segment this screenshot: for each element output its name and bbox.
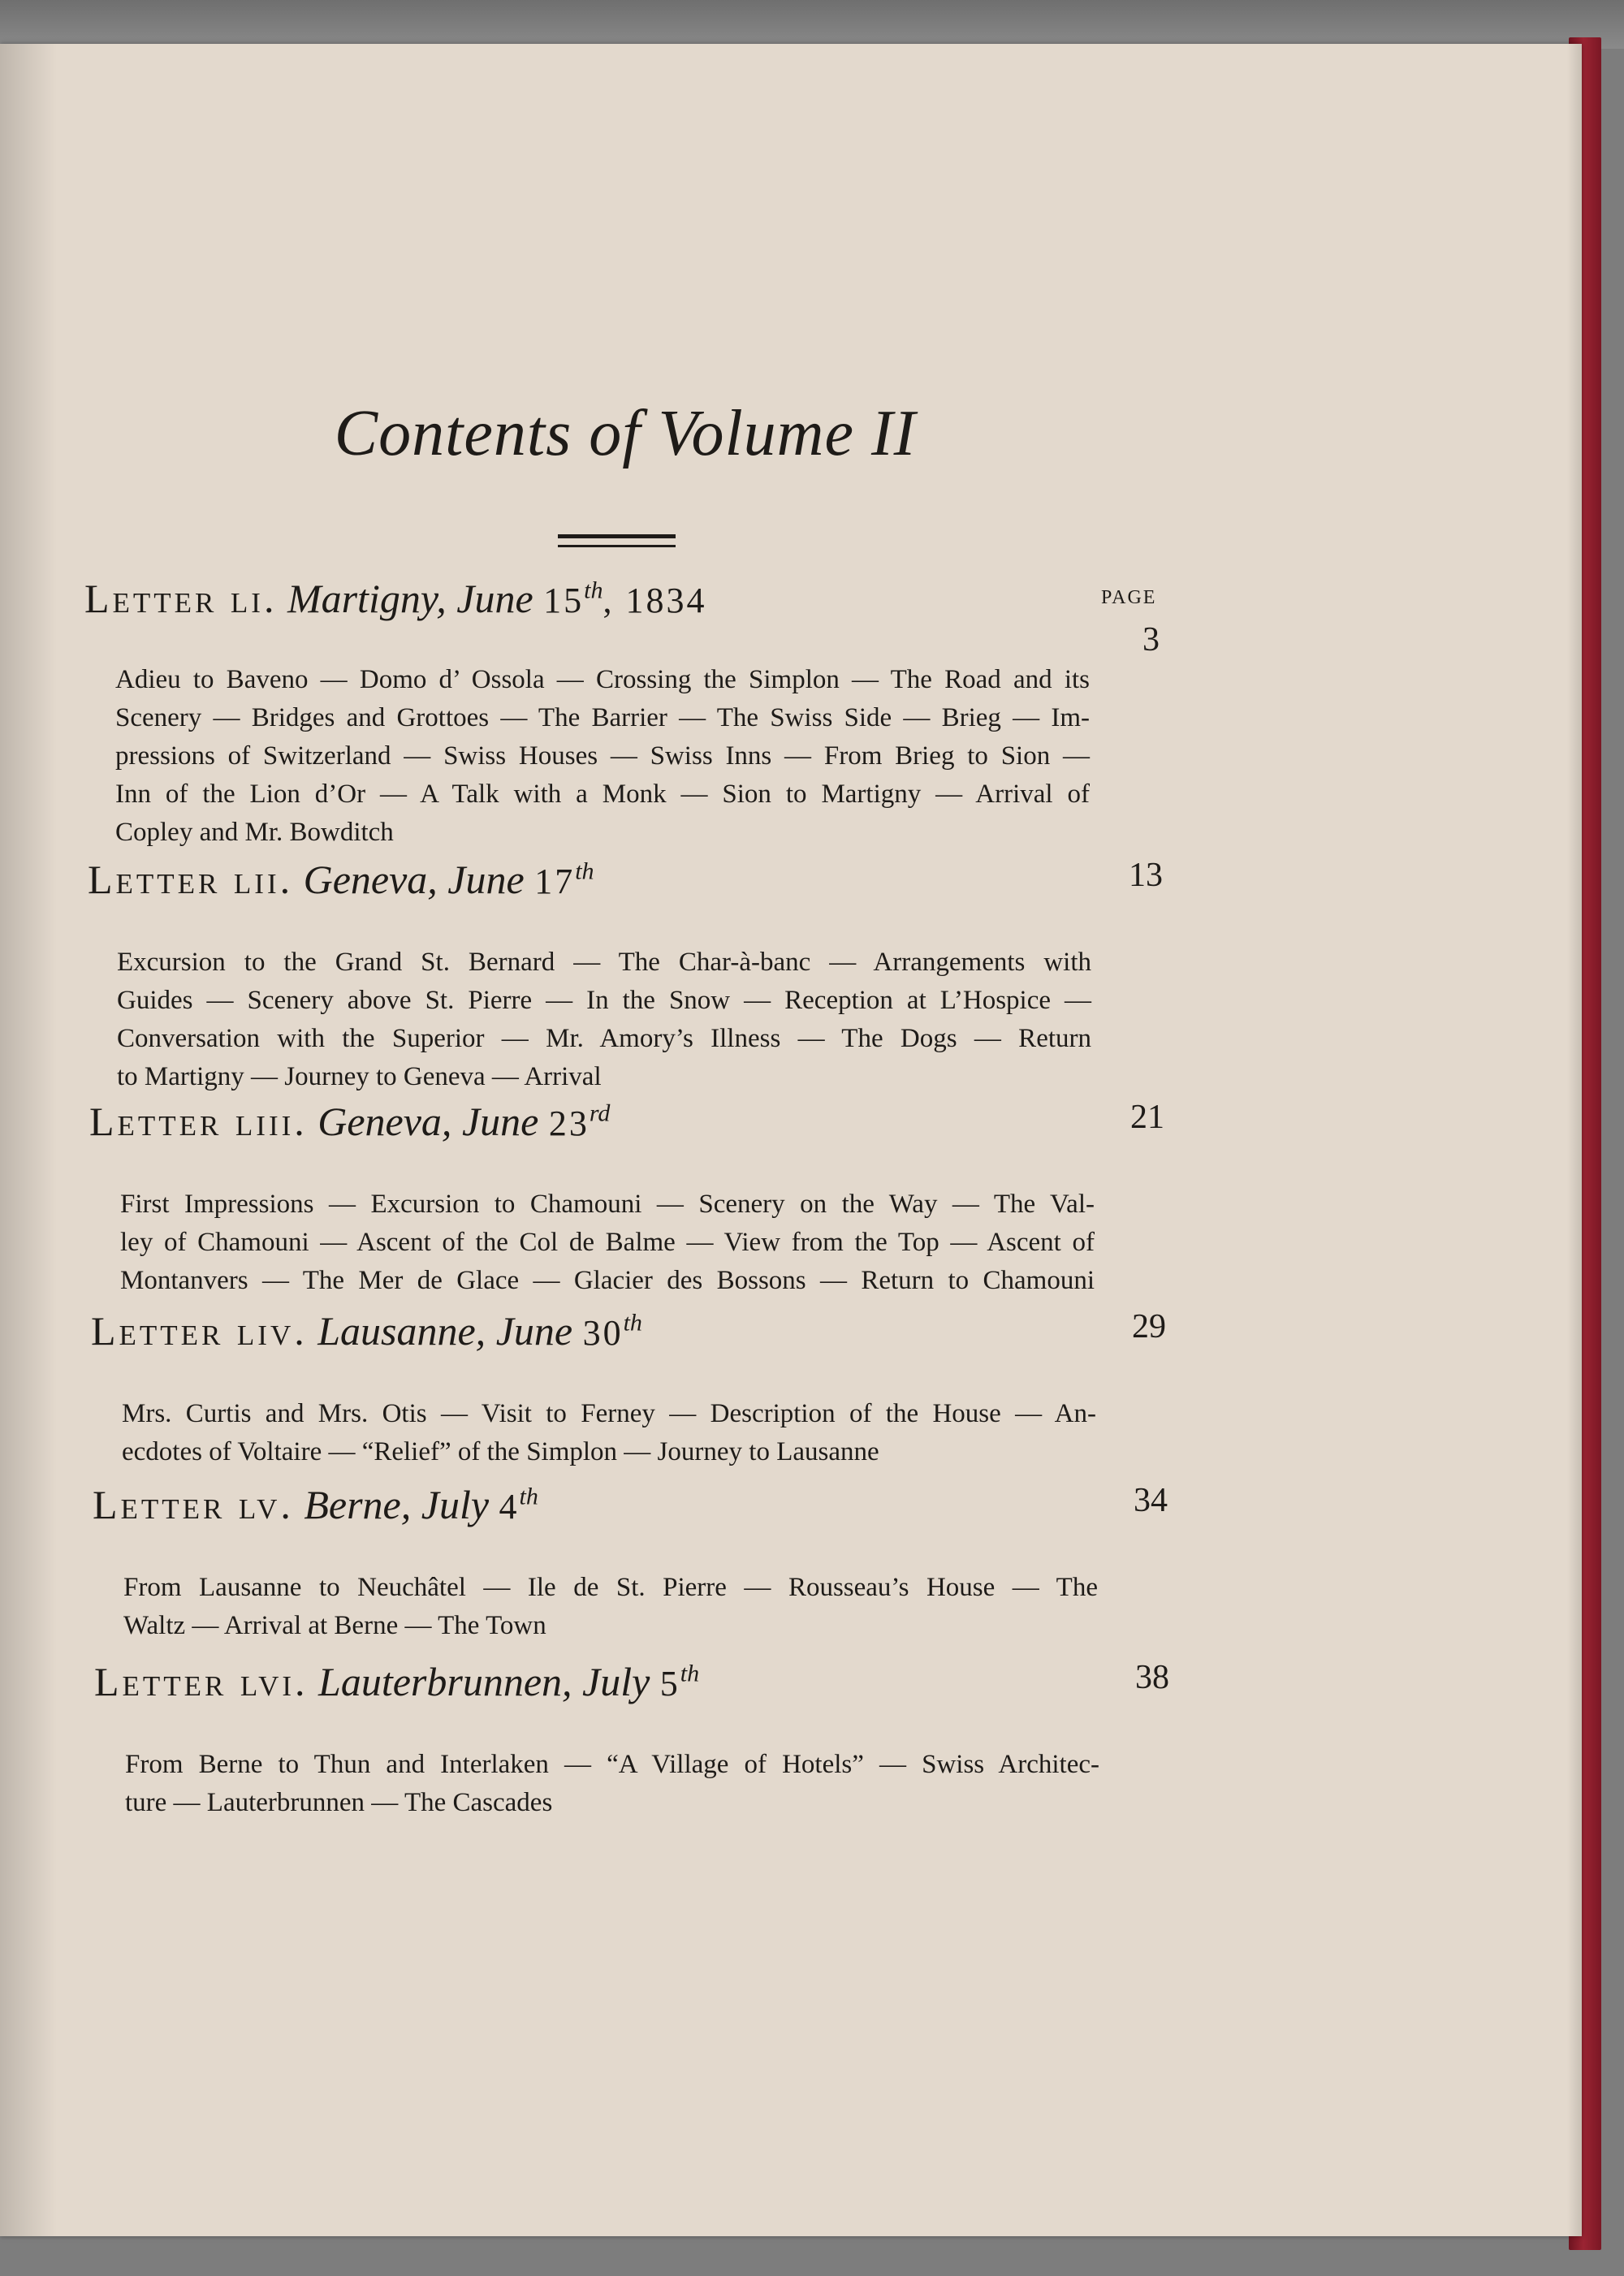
summary-line: Mrs. Curtis and Mrs. Otis — Visit to Ferney — Description of the House — An- (122, 1399, 1096, 1428)
entry-summary (125, 1746, 1099, 1822)
summary-line: Scenery — Bridges and Grottoes — The Barrier — The Swiss Side — Brieg — Im- (115, 703, 1090, 732)
letter-number: Letter lvi. (94, 1659, 309, 1704)
summary-line: Montanvers — The Mer de Glace — Glacier des Bossons — Return to Chamouni (120, 1266, 1095, 1295)
letter-place: Geneva, (303, 857, 438, 902)
page-title: Contents of Volume II (334, 398, 917, 469)
letter-date: June (495, 1308, 573, 1354)
letter-date: June (447, 857, 525, 902)
summary-line: First Impressions — Excursion to Chamouni — Scenery on the Way — The Val- (120, 1190, 1095, 1219)
entry-summary (120, 1186, 1095, 1300)
summary-line: From Lausanne to Neuchâtel — Ile de St. Pierre — Rousseau’s House — The (123, 1573, 1098, 1602)
summary-line: pressions of Switzerland — Swiss Houses — Swiss Inns — From Brieg to Sion — (115, 741, 1090, 771)
letter-day: 5 (659, 1664, 680, 1704)
summary-line: Adieu to Baveno — Domo d’ Ossola — Crossing the Simplon — The Road and its (115, 665, 1090, 694)
letter-place: Lauterbrunnen, (318, 1659, 572, 1704)
summary-line: Excursion to the Grand St. Bernard — The Char-à-banc — Arrangements with (117, 948, 1091, 977)
letter-date: June (461, 1099, 539, 1144)
letter-day-suffix: th (680, 1660, 700, 1687)
letter-place: Geneva, (317, 1099, 452, 1144)
letter-day-suffix: th (519, 1483, 538, 1510)
letter-day-suffix: th (575, 857, 594, 885)
summary-line: ecdotes of Voltaire — “Relief” of the Simplon — Journey to Lausanne (122, 1437, 879, 1466)
page-number: 3 (1142, 621, 1160, 659)
letter-date: June (456, 576, 533, 621)
page-number: 13 (1129, 857, 1163, 894)
letter-day-suffix: th (623, 1309, 642, 1337)
entry-heading (94, 1658, 699, 1705)
page-column-label: PAGE (1101, 587, 1157, 608)
page-gutter-shadow (0, 44, 57, 2236)
letter-date: July (421, 1482, 490, 1527)
letter-number: Letter liv. (91, 1308, 308, 1354)
title-double-rule (558, 534, 676, 547)
letter-day: 17 (534, 862, 576, 901)
letter-year: , 1834 (603, 581, 707, 620)
letter-place: Berne, (304, 1482, 412, 1527)
letter-number: Letter lv. (93, 1482, 294, 1527)
entry-summary (115, 661, 1090, 852)
summary-line: From Berne to Thun and Interlaken — “A Village of Hotels” — Swiss Architec- (125, 1750, 1099, 1779)
letter-day: 30 (582, 1313, 624, 1353)
background-top-shadow (0, 0, 1624, 49)
book-page (0, 44, 1582, 2236)
letter-day: 23 (548, 1103, 590, 1143)
letter-number: Letter liii. (89, 1099, 308, 1144)
summary-line: Inn of the Lion d’Or — A Talk with a Monk — Sion to Martigny — Arrival of (115, 780, 1090, 809)
page-number: 29 (1132, 1308, 1166, 1345)
entry-summary (123, 1569, 1098, 1645)
letter-number: Letter li. (84, 576, 278, 621)
letter-number: Letter lii. (88, 857, 294, 902)
summary-line: Conversation with the Superior — Mr. Amory’s Illness — The Dogs — Return (117, 1024, 1091, 1053)
letter-day: 15 (543, 581, 585, 620)
letter-place: Martigny, (287, 576, 447, 621)
entry-summary (117, 944, 1091, 1096)
entry-heading (91, 1307, 642, 1354)
summary-line: to Martigny — Journey to Geneva — Arrival (117, 1062, 602, 1091)
letter-date: July (582, 1659, 650, 1704)
entry-heading (93, 1481, 538, 1528)
entry-summary (122, 1395, 1096, 1471)
page-number: 34 (1134, 1482, 1168, 1519)
entry-heading (88, 856, 594, 903)
letter-day-suffix: th (584, 577, 603, 604)
summary-line: Copley and Mr. Bowditch (115, 818, 394, 847)
entry-heading (84, 575, 707, 622)
letter-day: 4 (499, 1487, 520, 1527)
page-edge-shadow (1567, 44, 1582, 2236)
page-number: 21 (1130, 1099, 1164, 1136)
page-number: 38 (1135, 1659, 1169, 1696)
summary-line: ley of Chamouni — Ascent of the Col de Balme — View from the Top — Ascent of (120, 1228, 1095, 1257)
entry-heading (89, 1098, 610, 1145)
summary-line: ture — Lauterbrunnen — The Cascades (125, 1788, 553, 1817)
summary-line: Guides — Scenery above St. Pierre — In the Snow — Reception at L’Hospice — (117, 986, 1091, 1015)
letter-place: Lausanne, (317, 1308, 486, 1354)
summary-line: Waltz — Arrival at Berne — The Town (123, 1611, 546, 1640)
letter-day-suffix: rd (589, 1099, 611, 1127)
